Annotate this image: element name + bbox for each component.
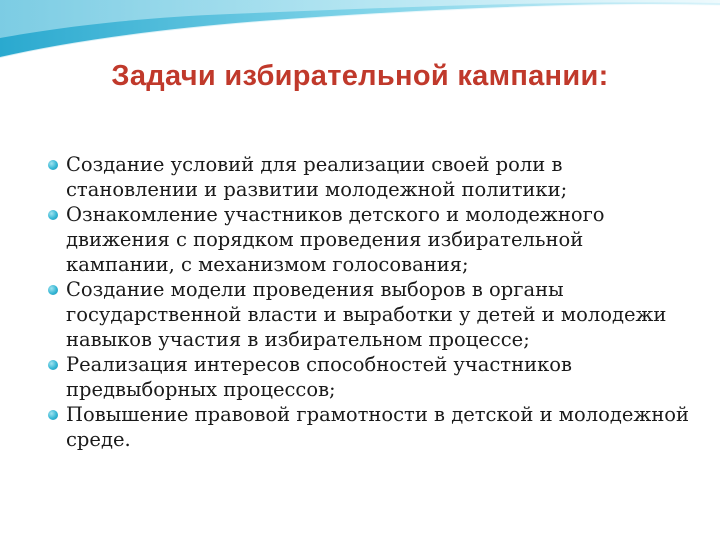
list-item — [46, 152, 696, 202]
list-item — [46, 202, 696, 277]
bullet-dot-icon — [48, 160, 58, 170]
list-item-text: Повышение правовой грамотности в детской и молодежной среде. — [66, 403, 690, 451]
list-item — [46, 352, 696, 402]
list-item — [46, 402, 696, 452]
bullet-dot-icon — [48, 210, 58, 220]
bullet-list — [46, 152, 696, 452]
list-item-text: Ознакомление участников детского и молодежного движения с порядком проведения избирательной кампании, с механизмом голосования; — [66, 203, 605, 276]
list-item-text: Создание условий для реализации своей роли в становлении и развитии молодежной политики; — [66, 153, 568, 201]
list-item-text: Реализация интересов способностей участников предвыборных процессов; — [66, 353, 572, 401]
bullet-dot-icon — [48, 410, 58, 420]
bullet-dot-icon — [48, 285, 58, 295]
bullet-dot-icon — [48, 360, 58, 370]
list-item-text: Создание модели проведения выборов в органы государственной власти и выработки у детей и молодежи навыков участия в избирательном процессе; — [66, 278, 667, 351]
slide-title: Задачи избирательной кампании: — [111, 60, 609, 92]
list-item — [46, 277, 696, 352]
